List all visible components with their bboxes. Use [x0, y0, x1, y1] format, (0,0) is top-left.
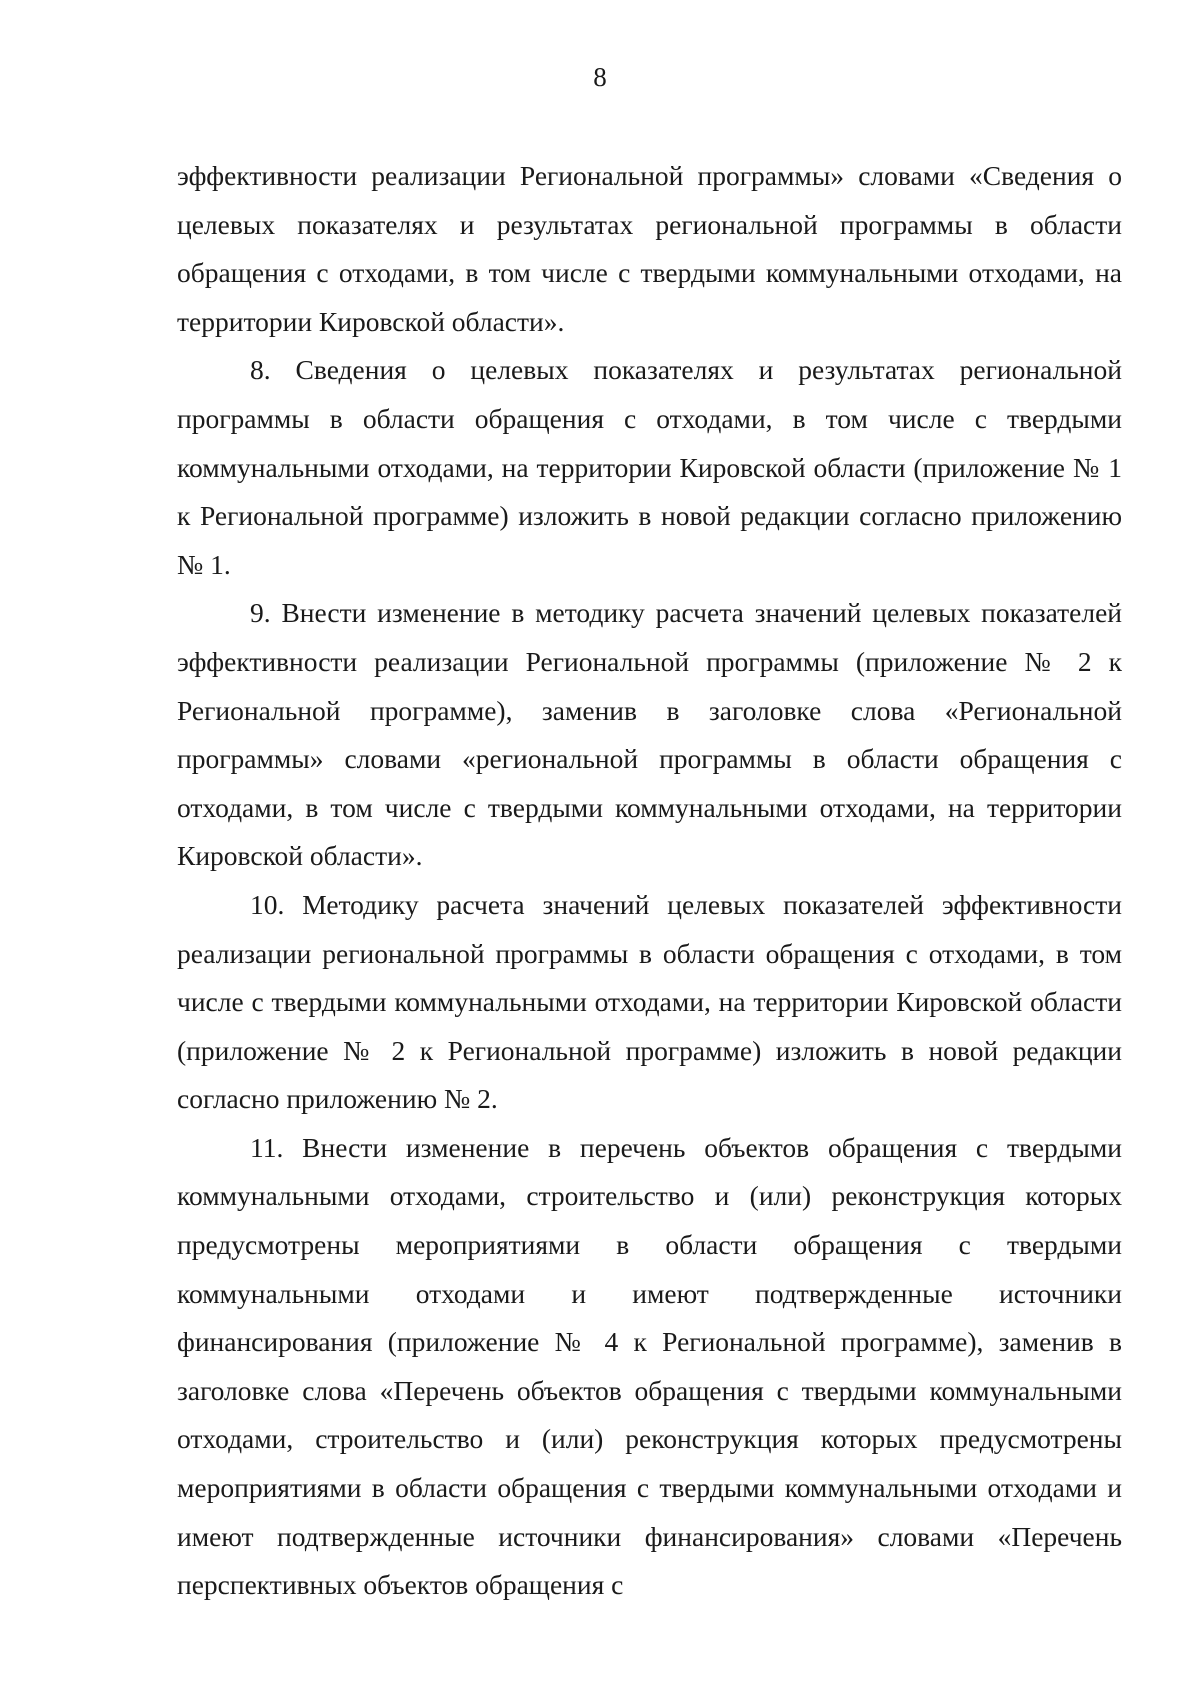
paragraph-item-11: 11. Внести изменение в перечень объектов обращения с твердыми коммунальными отходами, строительство и (или) реконструкция которых предусмотрены мероприятиями в области обращения с твердыми коммунальными отходами и имеют подтвержденные источники финансирования (приложение № 4 к Региональной программе), заменив в заголовке слова «Перечень объектов обращения с твердыми коммунальными отходами, строительство и (или) реконструкция которых предусмотрены мероприятиями в области обращения с твердыми коммунальными отходами и имеют подтвержденные источники финансирования» словами «Перечень перспективных объектов обращения с — [177, 1131, 1122, 1601]
paragraph-continuation: эффективности реализации Региональной программы» словами «Сведения о целевых показателях и результатах региональной программы в области обращения с отходами, в том числе с твердыми коммунальными отходами, на территории Кировской области». — [177, 160, 1122, 337]
paragraph-item-10: 10. Методику расчета значений целевых показателей эффективности реализации региональной программы в области обращения с отходами, в том числе с твердыми коммунальными отходами, на территории Кировской области (приложение № 2 к Региональной программе) изложить в новой редакции согласно приложению № 2. — [177, 888, 1122, 1115]
paragraph-item-9: 9. Внести изменение в методику расчета значений целевых показателей эффективности реализации Региональной программы (приложение № 2 к Региональной программе), заменив в заголовке слова «Региональной программы» словами «региональной программы в области обращения с отходами, в том числе с твердыми коммунальными отходами, на территории Кировской области». — [177, 597, 1122, 872]
document-body — [177, 152, 1122, 1610]
paragraph-item-8: 8. Сведения о целевых показателях и результатах региональной программы в области обращения с отходами, в том числе с твердыми коммунальными отходами, на территории Кировской области (приложение № 1 к Региональной программе) изложить в новой редакции согласно приложению № 1. — [177, 354, 1122, 580]
page-number: 8 — [593, 62, 607, 92]
